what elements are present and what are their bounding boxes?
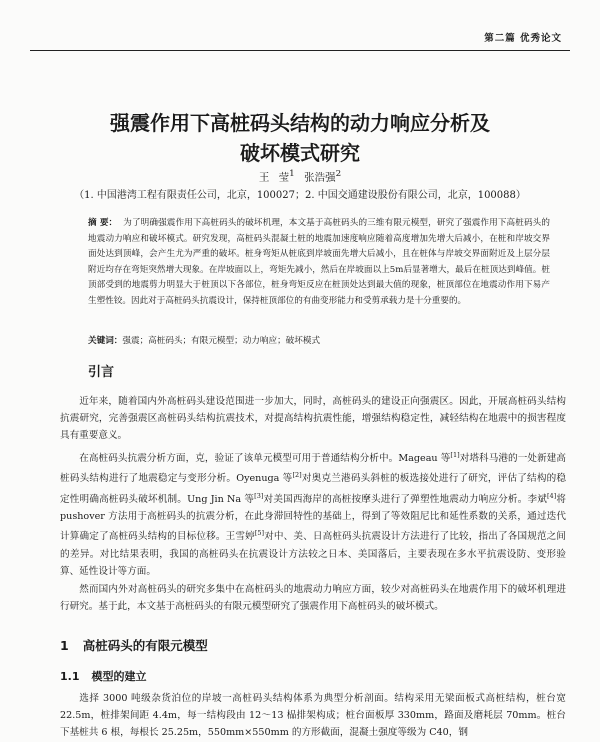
p2-text-a: 在高桩码头抗震分析方面，克，验证了该单元模型可用于普通结构分析中。Mageau 等 xyxy=(79,453,451,465)
author-1: 王 莹 xyxy=(258,171,290,184)
intro-paragraph-3: 然而国内外对高桩码头的研究多集中在高桩码头的地震动力响应方面，较少对高桩码头在地震作用下的破坏机理进行研究。基于此，本文基于高桩码头的有限元模型研究了强震作用下高桩码头的破坏模式。 xyxy=(60,584,566,613)
citation-ref: [1] xyxy=(450,451,460,459)
abstract xyxy=(88,216,550,310)
p2-text-d: 对美国西海岸的高桩按摩头进行了弹塑性地震动力响应分析。李斌 xyxy=(263,493,548,505)
author-list xyxy=(0,169,600,185)
running-header: 第二篇 优秀论文 xyxy=(484,33,562,44)
intro-paragraph-2 xyxy=(60,447,566,580)
p2-text-c: 对奥克兰港码头斜桩的板选接处进行了研究，评估了结构的稳定性明确高桩码头破坏机制。Ung Jin Na 等 xyxy=(60,473,567,505)
citation-ref: [3] xyxy=(254,491,264,500)
section-1-1-paragraph: 选择 3000 吨级杂货泊位的岸坡一高桩码头结构体系为典型分析剖面。结构采用无梁面板式高桩结构，桩台宽 22.5m，桩排架间距 4.4m，每一结构段由 12～13 榀排架构成；桩台面板厚 330mm，路面及磨耗层 70mm。桩台下基桩共 6 根，每根长 25.25m，550mm×550mm 的方形截面，混凝土强度等级为 C40，钢 xyxy=(60,693,566,739)
affiliation: （1. 中国港湾工程有限责任公司，北京，100027；2. 中国交通建设股份有限公司，北京，100088） xyxy=(74,190,526,201)
author-1-affil-mark: 1 xyxy=(289,169,295,179)
section-1-1-title: 模型的建立 xyxy=(91,670,147,683)
citation-ref: [2] xyxy=(292,471,302,480)
intro-paragraph-1: 近年来，随着国内外高桩码头建设范围进一步加大，同时，高桩码头的建设正向强震区。因此，开展高桩码头结构抗震研究，完善强震区高桩码头结构抗震技术，对提高结构抗震性能，增强结构稳定性，减轻结构在地震中的损害程度具有重要意义。 xyxy=(60,396,566,442)
keywords-text: 强震；高桩码头；有限元模型；动力响应；破坏模式 xyxy=(122,336,321,346)
header-rule xyxy=(30,50,570,51)
section-1-heading xyxy=(60,636,208,654)
p2-text-e: 将 pushover 方法用于高桩码头的抗震分析，在此身滞回特性的基础上，得到了等效阻尼比和延性系数的关系，通过迭代计算确定了高桩码头结构的目标位移。王雪婷 xyxy=(60,493,567,543)
title-line-2: 破坏模式研究 xyxy=(240,141,360,165)
keywords xyxy=(88,334,550,346)
paper-title xyxy=(60,108,540,168)
p2-text-b: 对塔科马港的一处新建高桩码头结构进行了地震稳定与变形分析。Oyenuga 等 xyxy=(60,453,567,485)
section-1-title: 高桩码头的有限元模型 xyxy=(82,638,208,653)
author-2: 张浩强 xyxy=(304,171,336,184)
author-2-affil-mark: 2 xyxy=(335,169,342,179)
section-1-number: 1 xyxy=(60,638,69,653)
intro-heading: 引言 xyxy=(88,365,115,380)
section-1-1-heading xyxy=(60,668,147,684)
keywords-label: 关键词： xyxy=(88,336,123,346)
abstract-text: 为了明确强震作用下高桩码头的破坏机理，本文基于高桩码头的三维有限元模型，研究了强震作用下高桩码头的地震动力响应和破坏模式。研究发现，高桩码头混凝土桩的地震加速度响应随着高度增加先增大后减小，在桩和岸坡交界面处达到顶峰，会产生尤为严重的破坏。桩身弯矩从桩底到岸坡面先增大后减小，且在桩体与岸坡交界面附近及上层分层附近均存在弯矩突然增大现象。在岸坡面以上，弯矩先减小，然后在岸坡面以上5m后显著增大，最后在桩顶达到峰值。桩顶部受到的地震剪力明显大于桩顶以下各部位，桩身弯矩反应在桩顶处达到最大值的现象，桩顶部位在地震动作用下易产生塑性铰。因此对于高桩码头抗震设计，保持桩顶部位的有曲变形能力和受剪承载力是十分重要的。 xyxy=(88,218,550,306)
citation-ref: [4] xyxy=(547,491,557,500)
abstract-label: 摘 要： xyxy=(88,218,118,228)
title-line-1: 强震作用下高桩码头结构的动力响应分析及 xyxy=(110,111,490,135)
citation-ref: [5] xyxy=(254,529,265,538)
p2-text-f: 对中、美、日高桩码头抗震设计方法进行了比较，指出了各国规范之间的差异。对比结果表明，我国的高桩码头在抗震设计方法较之日本、美国落后，主要表现在多水平抗震设防、变形验算、延性设计等方面。 xyxy=(60,531,567,577)
section-1-1-number: 1.1 xyxy=(60,670,80,683)
